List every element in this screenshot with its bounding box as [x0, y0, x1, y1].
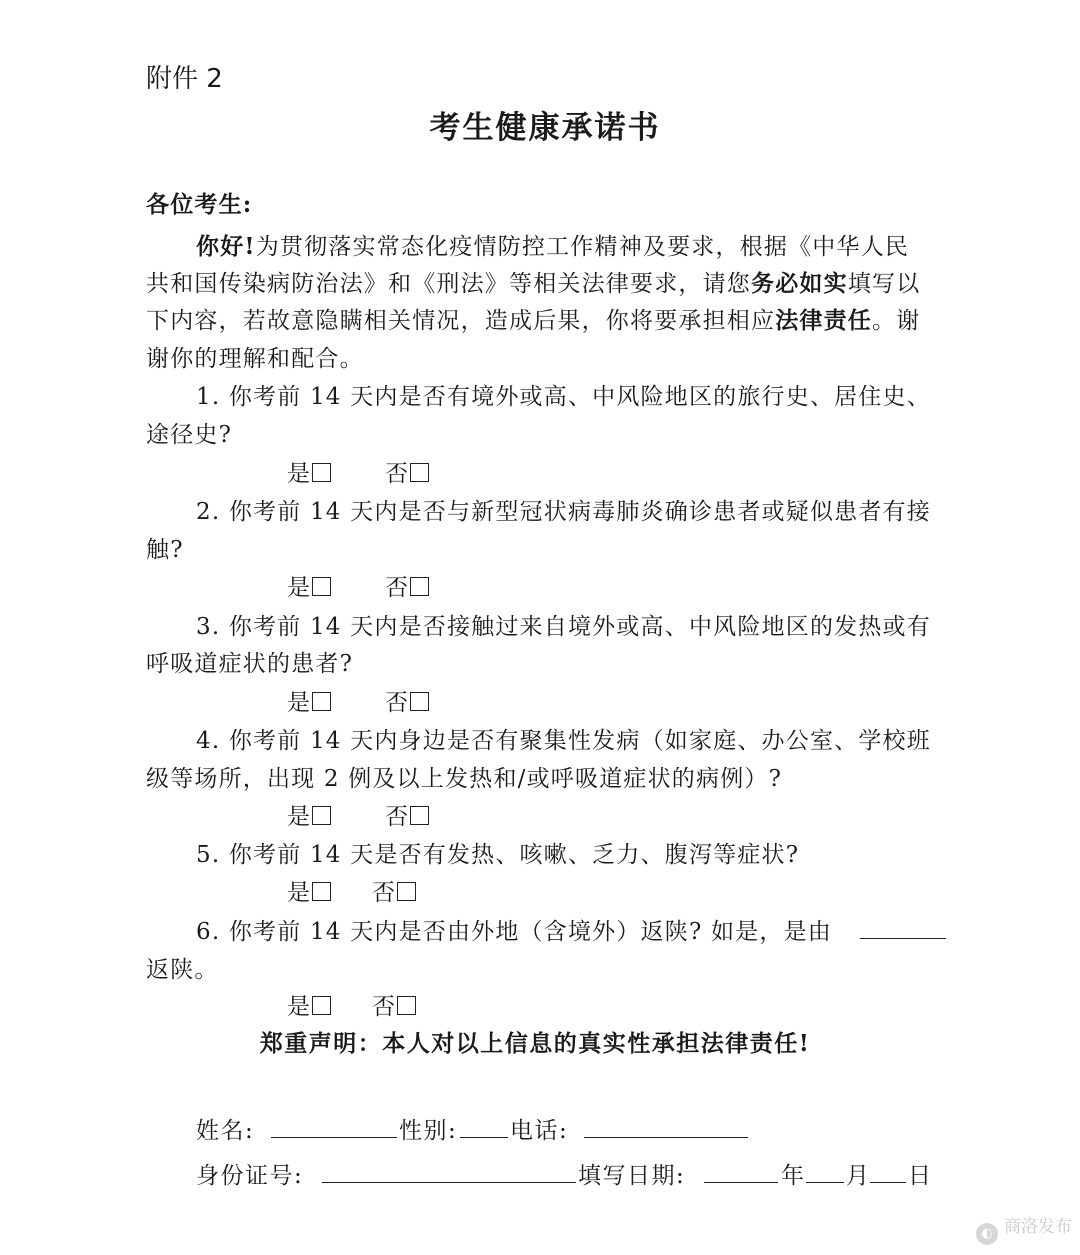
- origin-input-line[interactable]: [860, 916, 946, 939]
- question-1-line-2: 途径史?: [146, 422, 233, 448]
- checkbox-icon[interactable]: [410, 577, 429, 596]
- intro-line-4: 谢你的理解和配合。: [146, 346, 364, 372]
- watermark: ◐ 商洛发布: [976, 1212, 1072, 1245]
- year-label: 年: [781, 1163, 806, 1189]
- question-3-line-2: 呼吸道症状的患者?: [146, 651, 354, 677]
- question-1-line-1: 1. 你考前 14 天内是否有境外或高、中风险地区的旅行史、居住史、: [196, 384, 931, 410]
- phone-label: 电话:: [510, 1118, 569, 1144]
- question-6-no-option[interactable]: 否: [372, 988, 416, 1021]
- question-5-line-1: 5. 你考前 14 天是否有发热、咳嗽、乏力、腹泻等症状?: [196, 842, 800, 868]
- question-6-line-2: 返陕。: [146, 957, 219, 983]
- watermark-logo-icon: ◐: [976, 1223, 998, 1245]
- phone-input-line[interactable]: [584, 1115, 748, 1138]
- month-label: 月: [846, 1163, 871, 1189]
- intro-line-2: 共和国传染病防治法》和《刑法》等相关法律要求，请您务必如实填写以: [146, 270, 921, 297]
- intro-line-3: 下内容，若故意隐瞒相关情况，造成后果，你将要承担相应法律责任。谢: [146, 307, 921, 334]
- name-label: 姓名:: [196, 1118, 255, 1144]
- attachment-label: 附件 2: [146, 64, 223, 94]
- question-2-line-2: 触?: [146, 537, 184, 563]
- greeting: 各位考生:: [146, 191, 253, 218]
- question-4-line-2: 级等场所，出现 2 例及以上发热和/或呼吸道症状的病例）?: [146, 766, 783, 792]
- question-1-no-option[interactable]: 否: [385, 455, 429, 488]
- question-6-line-1: 6. 你考前 14 天内是否由外地（含境外）返陕? 如是，是由: [196, 919, 832, 945]
- day-input-line[interactable]: [870, 1160, 906, 1183]
- checkbox-icon[interactable]: [410, 463, 429, 482]
- id-number-input-line[interactable]: [322, 1160, 576, 1183]
- page-title: 考生健康承诺书: [429, 110, 661, 146]
- question-3-line-1: 3. 你考前 14 天内是否接触过来自境外或高、中风险地区的发热或有: [196, 614, 931, 640]
- checkbox-icon[interactable]: [397, 882, 416, 901]
- solemn-declaration: 郑重声明：本人对以上信息的真实性承担法律责任!: [259, 1030, 811, 1057]
- question-4-no-option[interactable]: 否: [385, 798, 429, 831]
- question-2-yes-option[interactable]: 是: [287, 569, 331, 602]
- id-number-label: 身份证号:: [196, 1163, 304, 1189]
- checkbox-icon[interactable]: [312, 806, 331, 825]
- checkbox-icon[interactable]: [312, 692, 331, 711]
- checkbox-icon[interactable]: [312, 463, 331, 482]
- question-2-no-option[interactable]: 否: [385, 569, 429, 602]
- checkbox-icon[interactable]: [312, 996, 331, 1015]
- question-4-line-1: 4. 你考前 14 天内身边是否有聚集性发病（如家庭、办公室、学校班: [196, 728, 931, 754]
- question-6-yes-option[interactable]: 是: [287, 988, 331, 1021]
- question-5-no-option[interactable]: 否: [372, 874, 416, 907]
- checkbox-icon[interactable]: [410, 692, 429, 711]
- checkbox-icon[interactable]: [397, 996, 416, 1015]
- checkbox-icon[interactable]: [312, 577, 331, 596]
- question-3-yes-option[interactable]: 是: [287, 684, 331, 717]
- checkbox-icon[interactable]: [312, 882, 331, 901]
- gender-label: 性别:: [399, 1118, 458, 1144]
- checkbox-icon[interactable]: [410, 806, 429, 825]
- question-4-yes-option[interactable]: 是: [287, 798, 331, 831]
- question-2-line-1: 2. 你考前 14 天内是否与新型冠状病毒肺炎确诊患者或疑似患者有接: [196, 499, 931, 525]
- fill-date-label: 填写日期:: [578, 1163, 686, 1189]
- question-3-no-option[interactable]: 否: [385, 684, 429, 717]
- name-input-line[interactable]: [271, 1115, 397, 1138]
- day-label: 日: [908, 1163, 933, 1189]
- question-1-yes-option[interactable]: 是: [287, 455, 331, 488]
- question-5-yes-option[interactable]: 是: [287, 874, 331, 907]
- gender-input-line[interactable]: [460, 1115, 508, 1138]
- month-input-line[interactable]: [806, 1160, 844, 1183]
- year-input-line[interactable]: [704, 1160, 778, 1183]
- intro-line-1: 你好!为贯彻落实常态化疫情防控工作精神及要求，根据《中华人民: [196, 233, 910, 260]
